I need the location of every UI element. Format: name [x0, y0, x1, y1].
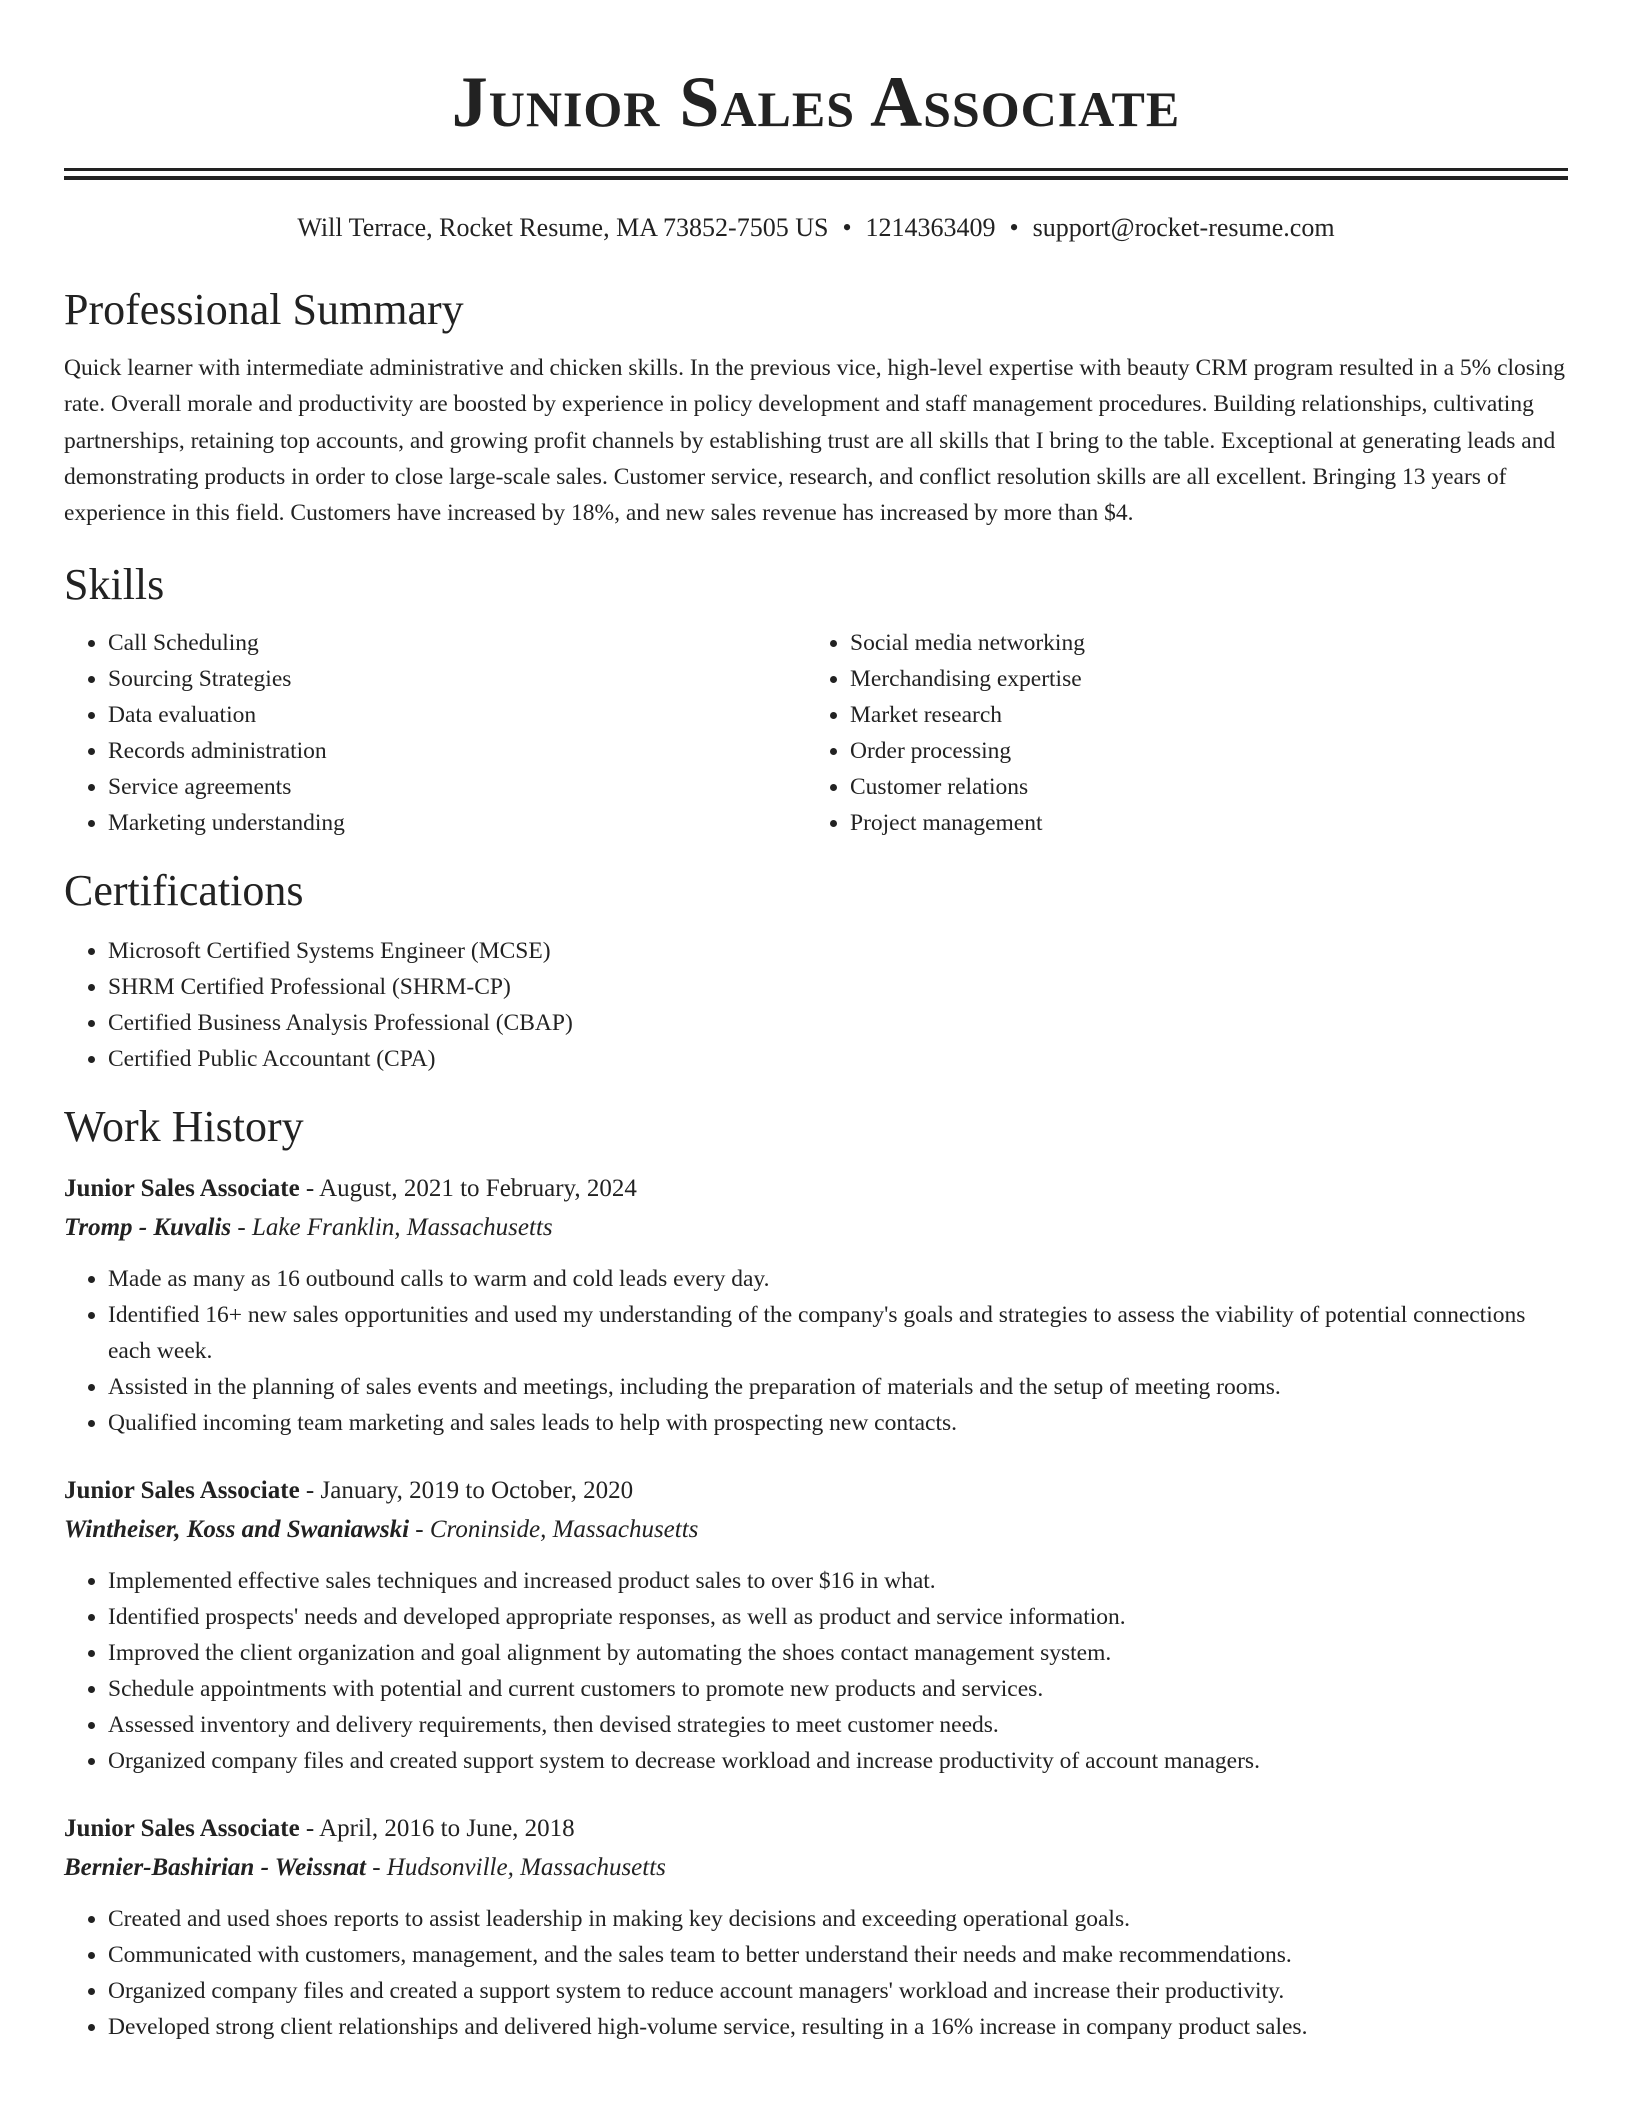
- skills-columns: [64, 625, 1568, 841]
- job-location: Lake Franklin, Massachusetts: [251, 1214, 553, 1242]
- job-bullet: • Organized company files and created a support system to reduce account managers' workload and increase their productivity.: [108, 1973, 1568, 2009]
- skill-item: • Market research: [850, 697, 1548, 733]
- skills-list-right: [806, 625, 1548, 841]
- job-location: Hudsonville, Massachusetts: [386, 1854, 666, 1882]
- job-bullet: • Organized company files and created support system to decrease workload and increase productivity of account managers.: [108, 1743, 1568, 1779]
- job-bullet: • Implemented effective sales techniques and increased product sales to over $16 in what.: [108, 1563, 1568, 1599]
- job-entry: [64, 1169, 1568, 1441]
- skill-item: • Data evaluation: [108, 697, 806, 733]
- job-location: Croninside, Massachusetts: [429, 1516, 699, 1544]
- job-company-line: Wintheiser, Koss and Swaniawski - Croninside, Massachusetts: [64, 1516, 699, 1544]
- job-title: Junior Sales Associate: [64, 1815, 300, 1843]
- summary-text: Quick learner with intermediate administrative and chicken skills. In the previous vice, high-level expertise with beauty CRM program resulted in a 5% closing rate. Overall morale and productivity are boosted by experience in policy development and staff management procedures. Building relationships, cultivating partnerships, retaining top accounts, and growing profit channels by establishing trust are all skills that I bring to the table. Exceptional at generating leads and demonstrating products in order to close large-scale sales. Customer service, research, and conflict resolution skills are all excellent. Bringing 13 years of experience in this field. Customers have increased by 18%, and new sales revenue has increased by more than $4.: [64, 355, 1565, 527]
- skill-item: • Service agreements: [108, 769, 806, 805]
- skill-item: • Records administration: [108, 733, 806, 769]
- job-dates: April, 2016 to June, 2018: [319, 1815, 575, 1843]
- skill-item: • Sourcing Strategies: [108, 661, 806, 697]
- job-bullets: [64, 1563, 1568, 1779]
- work-history-heading: Work History: [64, 1102, 304, 1152]
- job-entry: [64, 1809, 1568, 2045]
- job-dates: August, 2021 to February, 2024: [319, 1175, 637, 1203]
- skills-list-left: [64, 625, 806, 841]
- title-divider: [64, 168, 1568, 180]
- skill-item: • Marketing understanding: [108, 805, 806, 841]
- job-company-line: Bernier-Bashirian - Weissnat - Hudsonville, Massachusetts: [64, 1854, 666, 1882]
- job-bullet: • Improved the client organization and goal alignment by automating the shoes contact management system.: [108, 1635, 1568, 1671]
- skill-item: • Call Scheduling: [108, 625, 806, 661]
- certification-item: • Certified Business Analysis Professional (CBAP): [108, 1005, 1568, 1041]
- job-title-line: Junior Sales Associate - January, 2019 to October, 2020: [64, 1477, 634, 1505]
- job-company: Bernier-Bashirian - Weissnat: [64, 1854, 366, 1882]
- job-bullets: [64, 1261, 1568, 1441]
- skills-heading: Skills: [64, 560, 165, 610]
- job-company-line: Tromp - Kuvalis - Lake Franklin, Massachusetts: [64, 1214, 553, 1242]
- job-bullet: • Communicated with customers, management, and the sales team to better understand their needs and make recommendations.: [108, 1937, 1568, 1973]
- skill-item: • Social media networking: [850, 625, 1548, 661]
- skill-item: • Order processing: [850, 733, 1548, 769]
- contact-address: Will Terrace, Rocket Resume, MA 73852-7505 US: [297, 213, 829, 242]
- resume-page: [64, 0, 1568, 2045]
- job-bullet: • Qualified incoming team marketing and sales leads to help with prospecting new contacts.: [108, 1405, 1568, 1441]
- certification-item: • SHRM Certified Professional (SHRM-CP): [108, 969, 1568, 1005]
- job-bullets: [64, 1901, 1568, 2045]
- skill-item: • Customer relations: [850, 769, 1548, 805]
- job-bullet: • Created and used shoes reports to assist leadership in making key decisions and exceeding operational goals.: [108, 1901, 1568, 1937]
- contact-info: [64, 212, 1568, 244]
- job-entry: [64, 1471, 1568, 1779]
- summary-heading: Professional Summary: [64, 285, 464, 334]
- job-company: Tromp - Kuvalis: [64, 1214, 232, 1242]
- certifications-heading: Certifications: [64, 866, 304, 916]
- skill-item: • Merchandising expertise: [850, 661, 1548, 697]
- job-title: Junior Sales Associate: [64, 1477, 300, 1505]
- skill-item: • Project management: [850, 805, 1548, 841]
- certifications-list: [64, 933, 1568, 1077]
- job-title-line: Junior Sales Associate - August, 2021 to February, 2024: [64, 1175, 637, 1203]
- job-bullet: • Schedule appointments with potential and current customers to promote new products and services.: [108, 1671, 1568, 1707]
- certification-item: • Certified Public Accountant (CPA): [108, 1041, 1568, 1077]
- job-dates: January, 2019 to October, 2020: [320, 1477, 634, 1505]
- job-bullet: • Made as many as 16 outbound calls to warm and cold leads every day.: [108, 1261, 1568, 1297]
- job-title: Junior Sales Associate: [64, 1175, 300, 1203]
- job-company: Wintheiser, Koss and Swaniawski: [64, 1516, 410, 1544]
- job-bullet: • Identified 16+ new sales opportunities and used my understanding of the company's goals and strategies to assess the viability of potential connections each week.: [108, 1297, 1568, 1369]
- job-bullet: • Identified prospects' needs and developed appropriate responses, as well as product and service information.: [108, 1599, 1568, 1635]
- contact-phone: 1214363409: [865, 213, 996, 242]
- job-bullet: • Assisted in the planning of sales events and meetings, including the preparation of materials and the setup of meeting rooms.: [108, 1369, 1568, 1405]
- contact-email: support@rocket-resume.com: [1032, 213, 1335, 242]
- job-bullet: • Developed strong client relationships and delivered high-volume service, resulting in a 16% increase in company product sales.: [108, 2009, 1568, 2045]
- resume-title: Junior Sales Associate: [451, 62, 1181, 142]
- job-title-line: Junior Sales Associate - April, 2016 to June, 2018: [64, 1815, 575, 1843]
- contact-separator: •: [842, 213, 852, 242]
- job-bullet: • Assessed inventory and delivery requirements, then devised strategies to meet customer needs.: [108, 1707, 1568, 1743]
- certification-item: • Microsoft Certified Systems Engineer (MCSE): [108, 933, 1568, 969]
- contact-separator: •: [1009, 213, 1019, 242]
